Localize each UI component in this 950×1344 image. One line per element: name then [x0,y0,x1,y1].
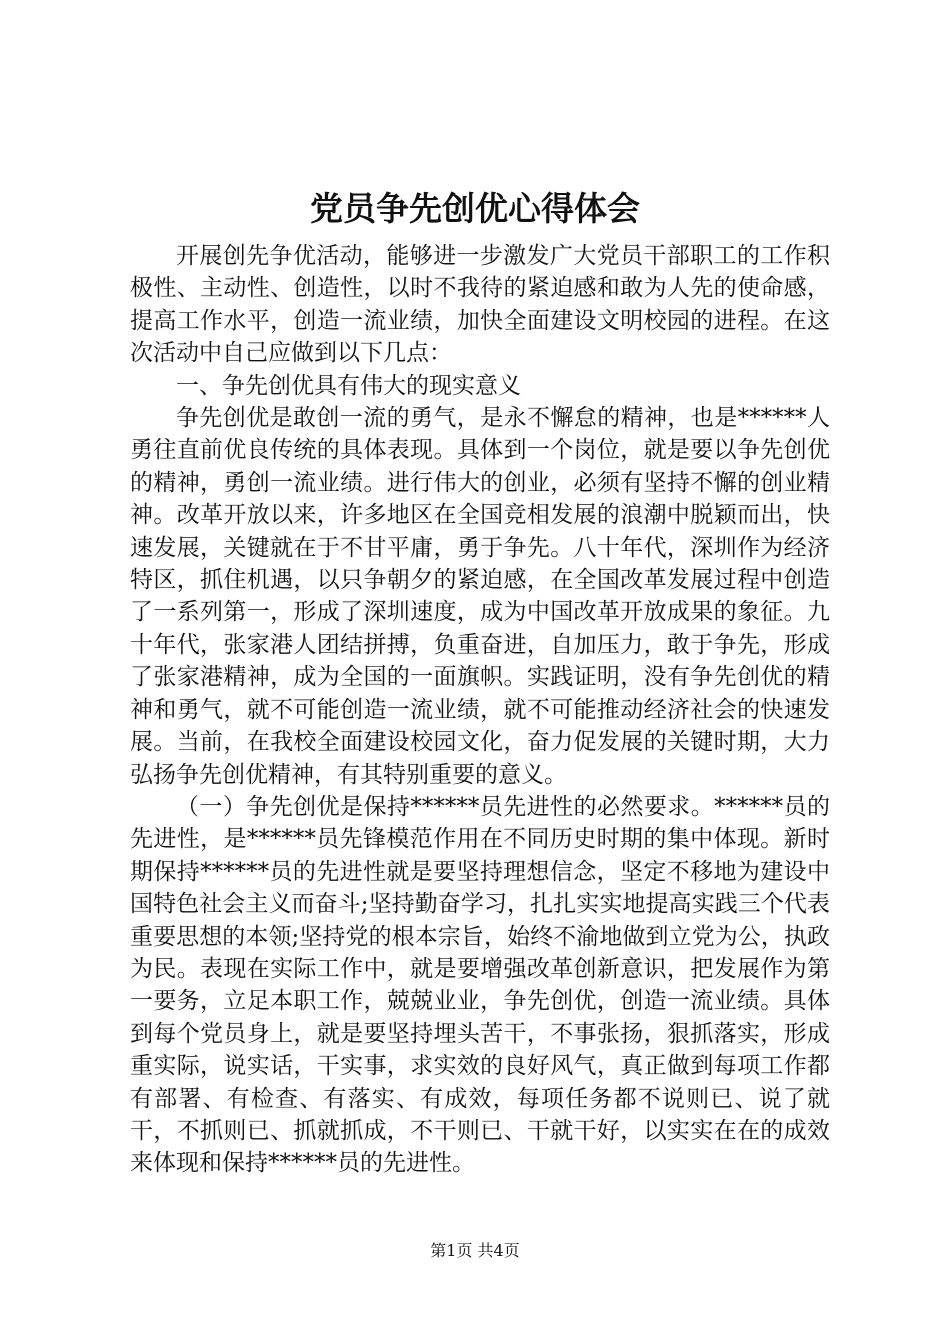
document-title: 党员争先创优心得体会 [310,189,640,228]
paragraph-intro: 开展创先争优活动，能够进一步激发广大党员干部职工的工作积极性、主动性、创造性，以时不我待的紧迫感和敢为人先的使命感，提高工作水平，创造一流业绩，加快全面建设文明校园的进程。在这次活动中自己应做到以下几点： [130,243,830,367]
section-heading: 一、争先创优具有伟大的现实意义 [176,372,521,399]
paragraph-significance: 争先创优是敢创一流的勇气，是永不懈怠的精神，也是******人勇往直前优良传统的具体表现。具体到一个岗位，就是要以争先创优的精神，勇创一流业绩。进行伟大的创业，必须有坚持不懈的创业精神。改革开放以来，许多地区在全国竞相发展的浪潮中脱颖而出，快速发展，关键就在于不甘平庸，勇于争先。八十年代，深圳作为经济特区，抓住机遇，以只争朝夕的紧迫感，在全国改革发展过程中创造了一系列第一，形成了深圳速度，成为中国改革开放成果的象征。九十年代，张家港人团结拼搏，负重奋进，自加压力，敢于争先，形成了张家港精神，成为全国的一面旗帜。实践证明，没有争先创优的精神和勇气，就不可能创造一流业绩，就不可能推动经济社会的快速发展。当前，在我校全面建设校园文化，奋力促发展的关键时期，大力弘扬争先创优精神，有其特别重要的意义。 [130,405,830,788]
page-footer: 第1页 共4页 [430,1241,520,1260]
paragraph-subsection-one: （一）争先创优是保持******员先进性的必然要求。******员的先进性，是******员先锋模范作用在不同历史时期的集中体现。新时期保持******员的先进性就是要坚持理想信念，坚定不移地为建设中国特色社会主义而奋斗;坚持勤奋学习，扎扎实实地提高实践三个代表重要思想的本领;坚持党的根本宗旨，始终不渝地做到立党为公，执政为民。表现在实际工作中，就是要增强改革创新意识，把发展作为第一要务，立足本职工作，兢兢业业，争先创优，创造一流业绩。具体到每个党员身上，就是要坚持埋头苦干，不事张扬，狠抓落实，形成重实际，说实话，干实事，求实效的良好风气，真正做到每项工作都有部署、有检查、有落实、有成效，每项任务都不说则已、说了就干，不抓则已、抓就抓成，不干则已、干就干好，以实实在在的成效来体现和保持******员的先进性。 [130,793,830,1177]
document-body [130,240,830,1180]
